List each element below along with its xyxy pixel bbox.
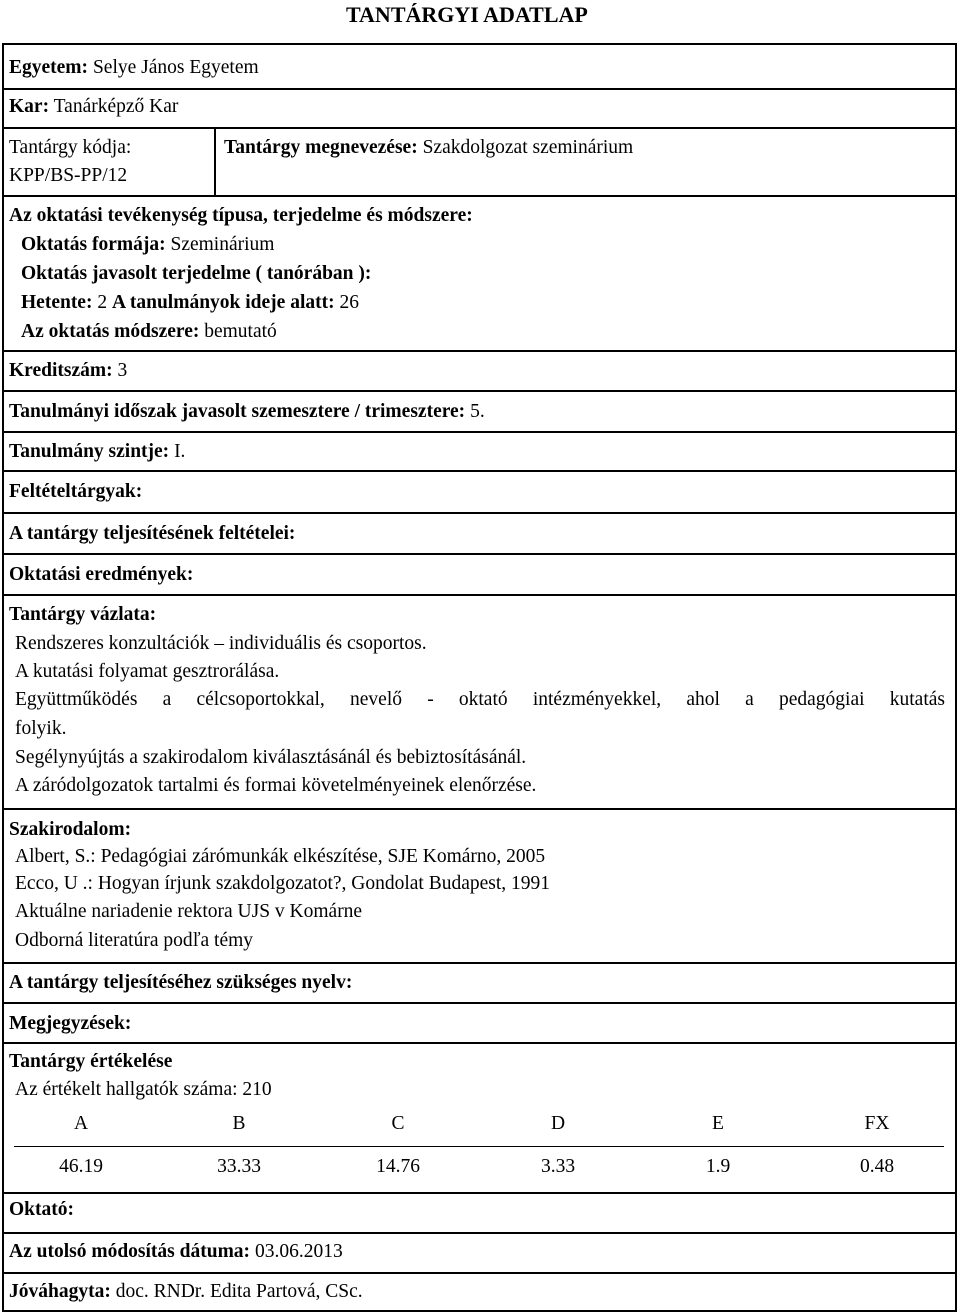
hours-row: Hetente: 2 A tanulmányok ideje alatt: 26 (21, 292, 359, 313)
level-row: Tanulmány szintje: I. (9, 441, 186, 462)
divider (2, 127, 957, 129)
divider (2, 390, 957, 392)
literature-item: Odborná literatúra podľa témy (15, 930, 254, 951)
credits-row: Kreditszám: 3 (9, 360, 128, 381)
divider (2, 1232, 957, 1234)
form-row: Oktatás formája: Szeminárium (21, 234, 275, 255)
evaluation-label: Tantárgy értékelése (9, 1051, 173, 1072)
divider (2, 195, 957, 197)
divider (2, 431, 957, 433)
grade-value-b: 33.33 (217, 1156, 261, 1177)
last-modified-row: Az utolsó módosítás dátuma: 03.06.2013 (9, 1241, 343, 1262)
cell-divider (214, 128, 216, 196)
grade-value-e: 1.9 (705, 1156, 731, 1177)
outline-line: A kutatási folyamat gesztrorálása. (15, 661, 280, 682)
course-code-label: Tantárgy kódja: (9, 137, 132, 158)
method-row: Az oktatás módszere: bemutató (21, 321, 277, 342)
evaluated-count: Az értékelt hallgatók száma: 210 (15, 1079, 272, 1100)
grade-header-b: B (232, 1113, 246, 1134)
grade-header-c: C (391, 1113, 405, 1134)
outline-label: Tantárgy vázlata: (9, 604, 157, 625)
literature-item: Aktuálne nariadenie rektora UJS v Komárne (15, 901, 363, 922)
grade-value-a: 46.19 (59, 1156, 103, 1177)
instructor-label: Oktató: (9, 1199, 74, 1220)
language-label: A tantárgy teljesítéséhez szükséges nyelv: (9, 972, 353, 993)
outline-line: A záródolgozatok tartalmi és formai követelményeinek elenőrzése. (15, 775, 537, 796)
grade-table-divider (14, 1146, 944, 1147)
divider (2, 350, 957, 352)
grade-value-d: 3.33 (540, 1156, 576, 1177)
grade-header-d: D (550, 1113, 566, 1134)
conditions-label: A tantárgy teljesítésének feltételei: (9, 523, 296, 544)
literature-item: Albert, S.: Pedagógiai zárómunkák elkészítése, SJE Komárno, 2005 (15, 846, 546, 867)
activity-heading: Az oktatási tevékenység típusa, terjedelme és módszere: (9, 205, 473, 226)
divider (2, 470, 957, 472)
divider (2, 1042, 957, 1044)
notes-label: Megjegyzések: (9, 1013, 132, 1034)
divider (2, 512, 957, 514)
literature-label: Szakirodalom: (9, 819, 132, 840)
outcomes-label: Oktatási eredmények: (9, 564, 194, 585)
grade-header-fx: FX (864, 1113, 890, 1134)
outline-line: Rendszeres konzultációk – individuális és csoportos. (15, 633, 427, 654)
outline-line: Együttműködés a célcsoportokkal, nevelő - oktató intézményekkel, ahol a pedagógiai kutatás (15, 689, 945, 710)
divider (2, 594, 957, 596)
prerequisites-label: Feltételtárgyak: (9, 481, 143, 502)
approved-row: Jóváhagyta: doc. RNDr. Edita Partová, CSc. (9, 1281, 363, 1302)
divider (2, 808, 957, 810)
divider (2, 1002, 957, 1004)
divider (2, 553, 957, 555)
outline-line: Segélynyújtás a szakirodalom kiválasztásánál és bebiztosításánál. (15, 747, 527, 768)
divider (2, 88, 957, 90)
scope-label: Oktatás javasolt terjedelme ( tanórában ): (21, 263, 372, 284)
grade-header-e: E (712, 1113, 724, 1134)
course-name-row: Tantárgy megnevezése: Szakdolgozat szeminárium (224, 137, 634, 158)
grade-value-fx: 0.48 (859, 1156, 895, 1177)
divider (2, 962, 957, 964)
grade-header-a: A (73, 1113, 89, 1134)
divider (2, 1192, 957, 1194)
faculty-row: Kar: Tanárképző Kar (9, 96, 179, 117)
grade-value-c: 14.76 (376, 1156, 420, 1177)
course-code-value: KPP/BS-PP/12 (9, 165, 128, 186)
page-title: TANTÁRGYI ADATLAP (346, 2, 588, 27)
divider (2, 1272, 957, 1274)
outline-line: folyik. (15, 718, 67, 739)
literature-item: Ecco, U .: Hogyan írjunk szakdolgozatot?, Gondolat Budapest, 1991 (15, 873, 551, 894)
university-row: Egyetem: Selye János Egyetem (9, 57, 259, 78)
semester-row: Tanulmányi időszak javasolt szemesztere / trimesztere: 5. (9, 401, 485, 422)
